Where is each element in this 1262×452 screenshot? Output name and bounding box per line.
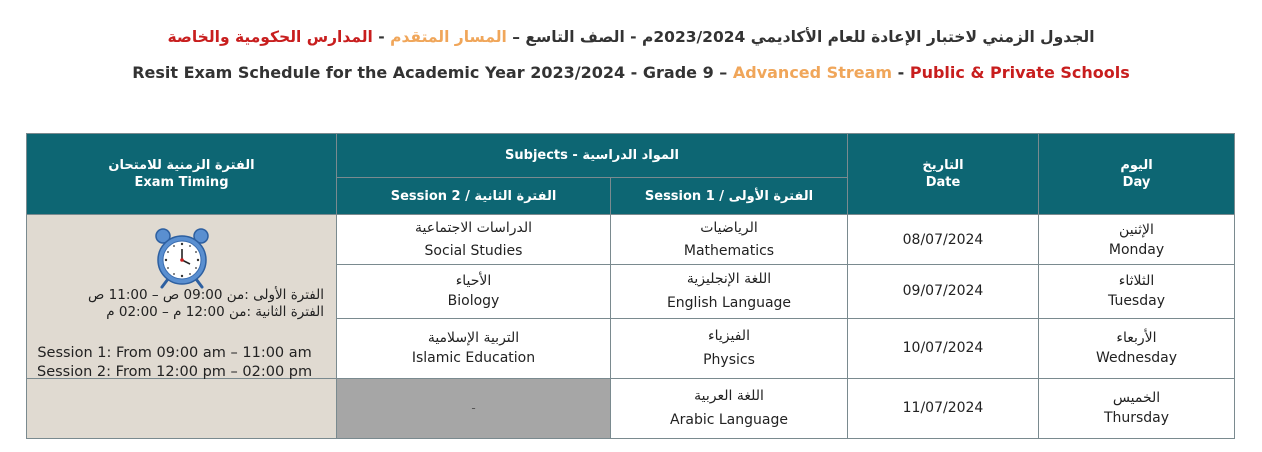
subject-ar: الأحياء (455, 273, 492, 290)
header-subjects: Subjects - المواد الدراسية (337, 134, 848, 178)
timing-ar-session-2: الفترة الثانية :من 12:00 م – 02:00 م (106, 304, 324, 321)
title-ar-separator: - (378, 28, 385, 46)
session-2-subject (337, 215, 611, 265)
exam-day (1039, 318, 1235, 378)
title-ar-stream: المسار المتقدم (390, 28, 507, 46)
timing-arabic (34, 287, 324, 321)
exam-schedule-table (26, 133, 1235, 439)
header-day (1039, 134, 1235, 215)
title-en-schools: Public & Private Schools (909, 63, 1130, 82)
exam-date: 09/07/2024 (848, 265, 1039, 318)
subject-en: Mathematics (683, 243, 775, 260)
subject-en: Arabic Language (670, 412, 788, 429)
timing-en-session-1: Session 1: From 09:00 am – 11:00 am (37, 345, 312, 362)
header-timing-en: Exam Timing (134, 175, 229, 191)
header-day-en: Day (1122, 175, 1151, 191)
day-en: Thursday (1103, 410, 1170, 427)
alarm-clock-icon (152, 227, 212, 289)
subject-en: Physics (703, 352, 755, 369)
timing-blank-cell (27, 378, 337, 438)
day-ar: الخميس (1112, 390, 1161, 407)
day-ar: الإثنين (1119, 221, 1154, 238)
header-session-2: Session 2 / الفترة الثانية (337, 178, 611, 215)
table-row (27, 378, 1235, 438)
exam-date: 10/07/2024 (848, 318, 1039, 378)
subject-ar: الدراسات الاجتماعية (415, 220, 532, 237)
day-ar: الأربعاء (1116, 330, 1157, 347)
title-en-main: Resit Exam Schedule for the Academic Year 2023/2024 - Grade 9 – (132, 63, 728, 82)
subject-en: English Language (666, 295, 792, 312)
subject-en: Biology (447, 293, 500, 310)
exam-date: 11/07/2024 (848, 378, 1039, 438)
subject-en: Islamic Education (411, 350, 536, 367)
day-en: Wednesday (1095, 350, 1178, 367)
title-en-separator: - (897, 63, 905, 82)
header-date (848, 134, 1039, 215)
table-row (27, 215, 1235, 265)
header-exam-timing (27, 134, 337, 215)
page-title-arabic (0, 28, 1262, 46)
subject-ar: اللغة العربية (694, 388, 764, 405)
subject-ar: التربية الإسلامية (427, 330, 520, 347)
header-session-1: Session 1 / الفترة الأولى (611, 178, 848, 215)
subject-ar: الفيزياء (708, 328, 750, 345)
page-title-english (0, 63, 1262, 82)
subject-ar: اللغة الإنجليزية (686, 271, 772, 288)
header-timing-ar: الفترة الزمنية للامتحان (108, 158, 255, 174)
exam-date: 08/07/2024 (848, 215, 1039, 265)
day-en: Monday (1108, 241, 1165, 258)
session-1-subject (611, 215, 848, 265)
timing-en-session-2: Session 2: From 12:00 pm – 02:00 pm (37, 364, 313, 381)
session-1-subject (611, 318, 848, 378)
timing-ar-session-1: الفترة الأولى :من 09:00 ص – 11:00 ص (88, 287, 324, 304)
timing-english (37, 344, 312, 382)
exam-timing-cell (27, 215, 337, 379)
header-date-en: Date (925, 175, 961, 191)
session-2-empty: - (337, 378, 611, 438)
subject-ar: الرياضيات (700, 220, 758, 237)
day-en: Tuesday (1108, 293, 1165, 310)
title-en-stream: Advanced Stream (732, 63, 893, 82)
exam-day (1039, 215, 1235, 265)
header-day-ar: اليوم (1120, 158, 1153, 174)
header-date-ar: التاريخ (922, 158, 964, 174)
session-1-subject (611, 265, 848, 318)
exam-day (1039, 265, 1235, 318)
session-2-subject (337, 318, 611, 378)
title-ar-main: الجدول الزمني لاختبار الإعادة للعام الأكاديمي 2023/2024م - الصف التاسع – (512, 28, 1095, 46)
session-1-subject (611, 378, 848, 438)
title-ar-schools: المدارس الحكومية والخاصة (167, 28, 373, 46)
session-2-subject (337, 265, 611, 318)
day-ar: الثلاثاء (1118, 273, 1155, 290)
exam-day (1039, 378, 1235, 438)
subject-en: Social Studies (424, 243, 523, 260)
